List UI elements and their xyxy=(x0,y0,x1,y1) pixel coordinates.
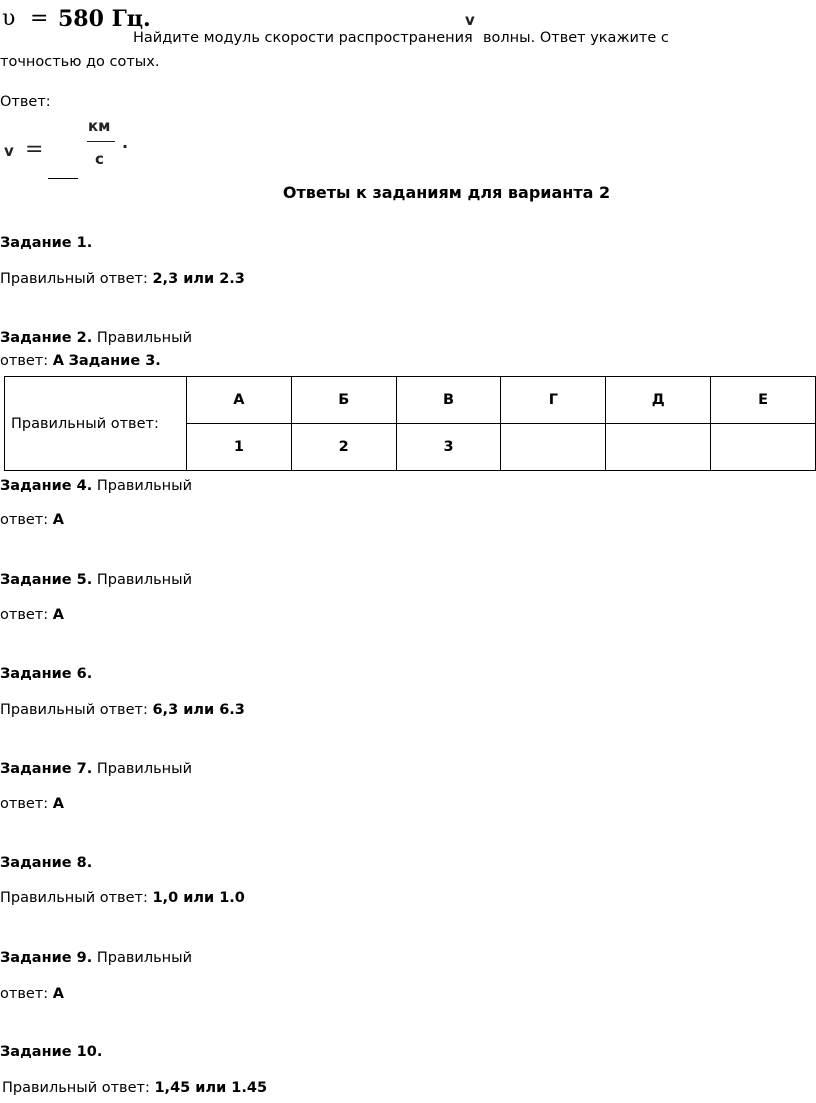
table-header-cell: Б xyxy=(291,377,396,424)
task-5-answer: А xyxy=(52,607,64,623)
answer-equals-sign: = xyxy=(25,137,44,162)
task-6-prefix: Правильный ответ: xyxy=(0,702,148,718)
task-9-line1 xyxy=(0,950,192,966)
table-header-cell: Д xyxy=(606,377,711,424)
task-10-answer-line xyxy=(2,1080,267,1096)
task-8-title: Задание 8. xyxy=(0,855,93,871)
task-7-line2 xyxy=(0,796,64,812)
task-9-prefix-b: ответ: xyxy=(0,986,49,1002)
answer-v-symbol: v xyxy=(4,142,14,160)
task-1-answer: 2,3 или 2.3 xyxy=(152,271,245,287)
task-5-line2 xyxy=(0,607,64,623)
task-8-answer-line xyxy=(0,890,245,906)
answer-blank-line xyxy=(48,178,78,179)
question-text-line2: точностью до сотых. xyxy=(0,54,160,70)
task-5-prefix-a: Правильный xyxy=(96,572,192,588)
task-2-line1 xyxy=(0,330,192,346)
task-7-prefix-b: ответ: xyxy=(0,796,49,812)
task-4-title: Задание 4. xyxy=(0,478,93,494)
equals-sign: = xyxy=(30,6,49,31)
question-text-part2: волны. Ответ укажите с xyxy=(483,30,669,46)
table-row xyxy=(5,377,816,424)
task-5-prefix-b: ответ: xyxy=(0,607,49,623)
table-value-cell xyxy=(606,424,711,471)
task-4-answer: А xyxy=(52,512,64,528)
task-2-title: Задание 2. xyxy=(0,330,93,346)
task-8-answer: 1,0 или 1.0 xyxy=(152,890,245,906)
task-10-answer: 1,45 или 1.45 xyxy=(154,1080,268,1096)
task-5-title: Задание 5. xyxy=(0,572,93,588)
task-6-title: Задание 6. xyxy=(0,666,93,682)
task-1-prefix: Правильный ответ: xyxy=(0,271,148,287)
table-value-cell: 2 xyxy=(291,424,396,471)
table-row-label: Правильный ответ: xyxy=(5,377,187,471)
unit-numerator: км xyxy=(88,117,111,135)
task-3-answer-table xyxy=(4,376,816,471)
task-4-prefix-b: ответ: xyxy=(0,512,49,528)
task-2-line2 xyxy=(0,353,161,369)
task-7-title: Задание 7. xyxy=(0,761,93,777)
table-value-cell: 1 xyxy=(186,424,291,471)
task-1-title: Задание 1. xyxy=(0,235,93,251)
table-header-cell: А xyxy=(186,377,291,424)
question-text-part1: Найдите модуль скорости распространения xyxy=(133,30,473,46)
task-6-answer: 6,3 или 6.3 xyxy=(152,702,245,718)
task-10-prefix: Правильный ответ: xyxy=(2,1080,150,1096)
table-value-cell: 3 xyxy=(396,424,501,471)
table-value-cell xyxy=(711,424,816,471)
task-9-title: Задание 9. xyxy=(0,950,93,966)
frequency-value: 580 Гц. xyxy=(58,6,151,32)
task-9-line2 xyxy=(0,986,64,1002)
task-6-answer-line xyxy=(0,702,245,718)
task-10-title: Задание 10. xyxy=(0,1044,103,1060)
unit-denominator: с xyxy=(95,150,104,168)
task-7-prefix-a: Правильный xyxy=(96,761,192,777)
table-header-cell: Е xyxy=(711,377,816,424)
task-4-line2 xyxy=(0,512,64,528)
task-5-line1 xyxy=(0,572,192,588)
task-4-line1 xyxy=(0,478,192,494)
task-9-answer: А xyxy=(52,986,64,1002)
task-3-title: Задание 3. xyxy=(68,353,161,369)
task-9-prefix-a: Правильный xyxy=(96,950,192,966)
table-header-cell: Г xyxy=(501,377,606,424)
answer-label: Ответ: xyxy=(0,94,51,110)
table-value-cell xyxy=(501,424,606,471)
task-8-prefix: Правильный ответ: xyxy=(0,890,148,906)
task-2-prefix-a: Правильный xyxy=(96,330,192,346)
unit-period: . xyxy=(122,133,129,152)
task-4-prefix-a: Правильный xyxy=(96,478,192,494)
table-header-cell: В xyxy=(396,377,501,424)
task-2-answer: А xyxy=(52,353,64,369)
nu-symbol: υ xyxy=(2,6,16,31)
velocity-symbol: v xyxy=(465,11,475,29)
task-2-prefix-b: ответ: xyxy=(0,353,49,369)
fraction-bar xyxy=(87,141,115,142)
section-title: Ответы к заданиям для варианта 2 xyxy=(282,183,611,202)
task-1-answer-line xyxy=(0,271,245,287)
task-7-answer: А xyxy=(52,796,64,812)
task-7-line1 xyxy=(0,761,192,777)
